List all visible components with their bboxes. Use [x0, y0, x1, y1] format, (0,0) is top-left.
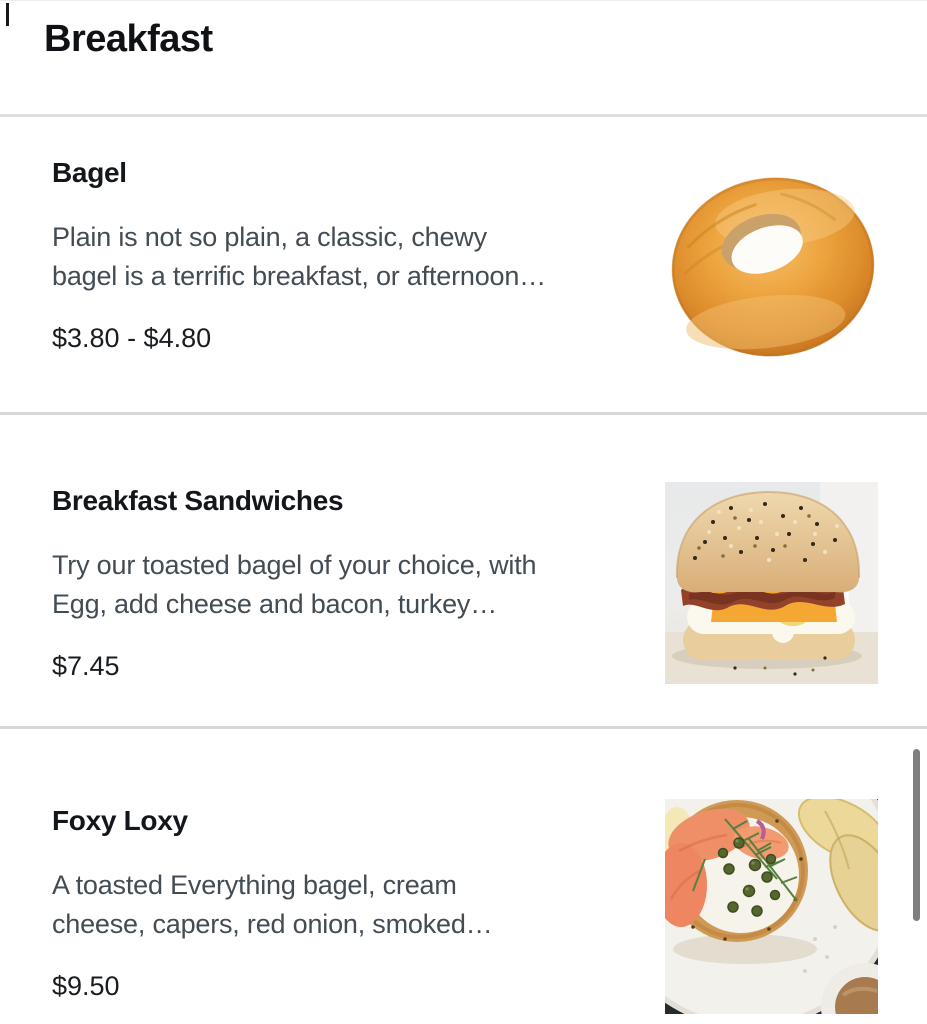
description-line: Egg, add cheese and bacon, turkey… [52, 589, 498, 619]
item-name: Breakfast Sandwiches [52, 485, 344, 516]
description-line: cheese, capers, red onion, smoked… [52, 909, 493, 939]
description-line: Try our toasted bagel of your choice, with [52, 550, 537, 580]
item-price: $9.50 [52, 971, 120, 1001]
item-price: $3.80 - $4.80 [52, 323, 212, 353]
item-price: $7.45 [52, 651, 120, 681]
description-line: Plain is not so plain, a classic, chewy [52, 222, 487, 252]
left-edge-marker [6, 3, 9, 26]
description-line: bagel is a terrific breakfast, or afternoon… [52, 261, 546, 291]
menu-item-breakfast-sandwiches[interactable] [0, 415, 927, 726]
item-name: Foxy Loxy [52, 805, 188, 836]
menu-item-bagel[interactable] [0, 117, 927, 412]
menu-item-foxy-loxy[interactable] [0, 729, 927, 1024]
item-description [52, 866, 492, 944]
item-description [52, 546, 536, 624]
lox-bagel-photo [665, 799, 878, 1014]
item-text [52, 805, 492, 1002]
description-line: A toasted Everything bagel, cream [52, 870, 457, 900]
plain-bagel-photo [668, 169, 878, 366]
item-text [52, 485, 536, 682]
menu-list [0, 117, 927, 1024]
scrollbar-thumb[interactable] [913, 749, 920, 921]
section-title: Breakfast [44, 18, 213, 60]
item-text [52, 157, 546, 354]
breakfast-sandwich-photo [665, 482, 878, 684]
section-header [0, 1, 927, 61]
item-name: Bagel [52, 157, 127, 188]
item-description [52, 218, 546, 296]
